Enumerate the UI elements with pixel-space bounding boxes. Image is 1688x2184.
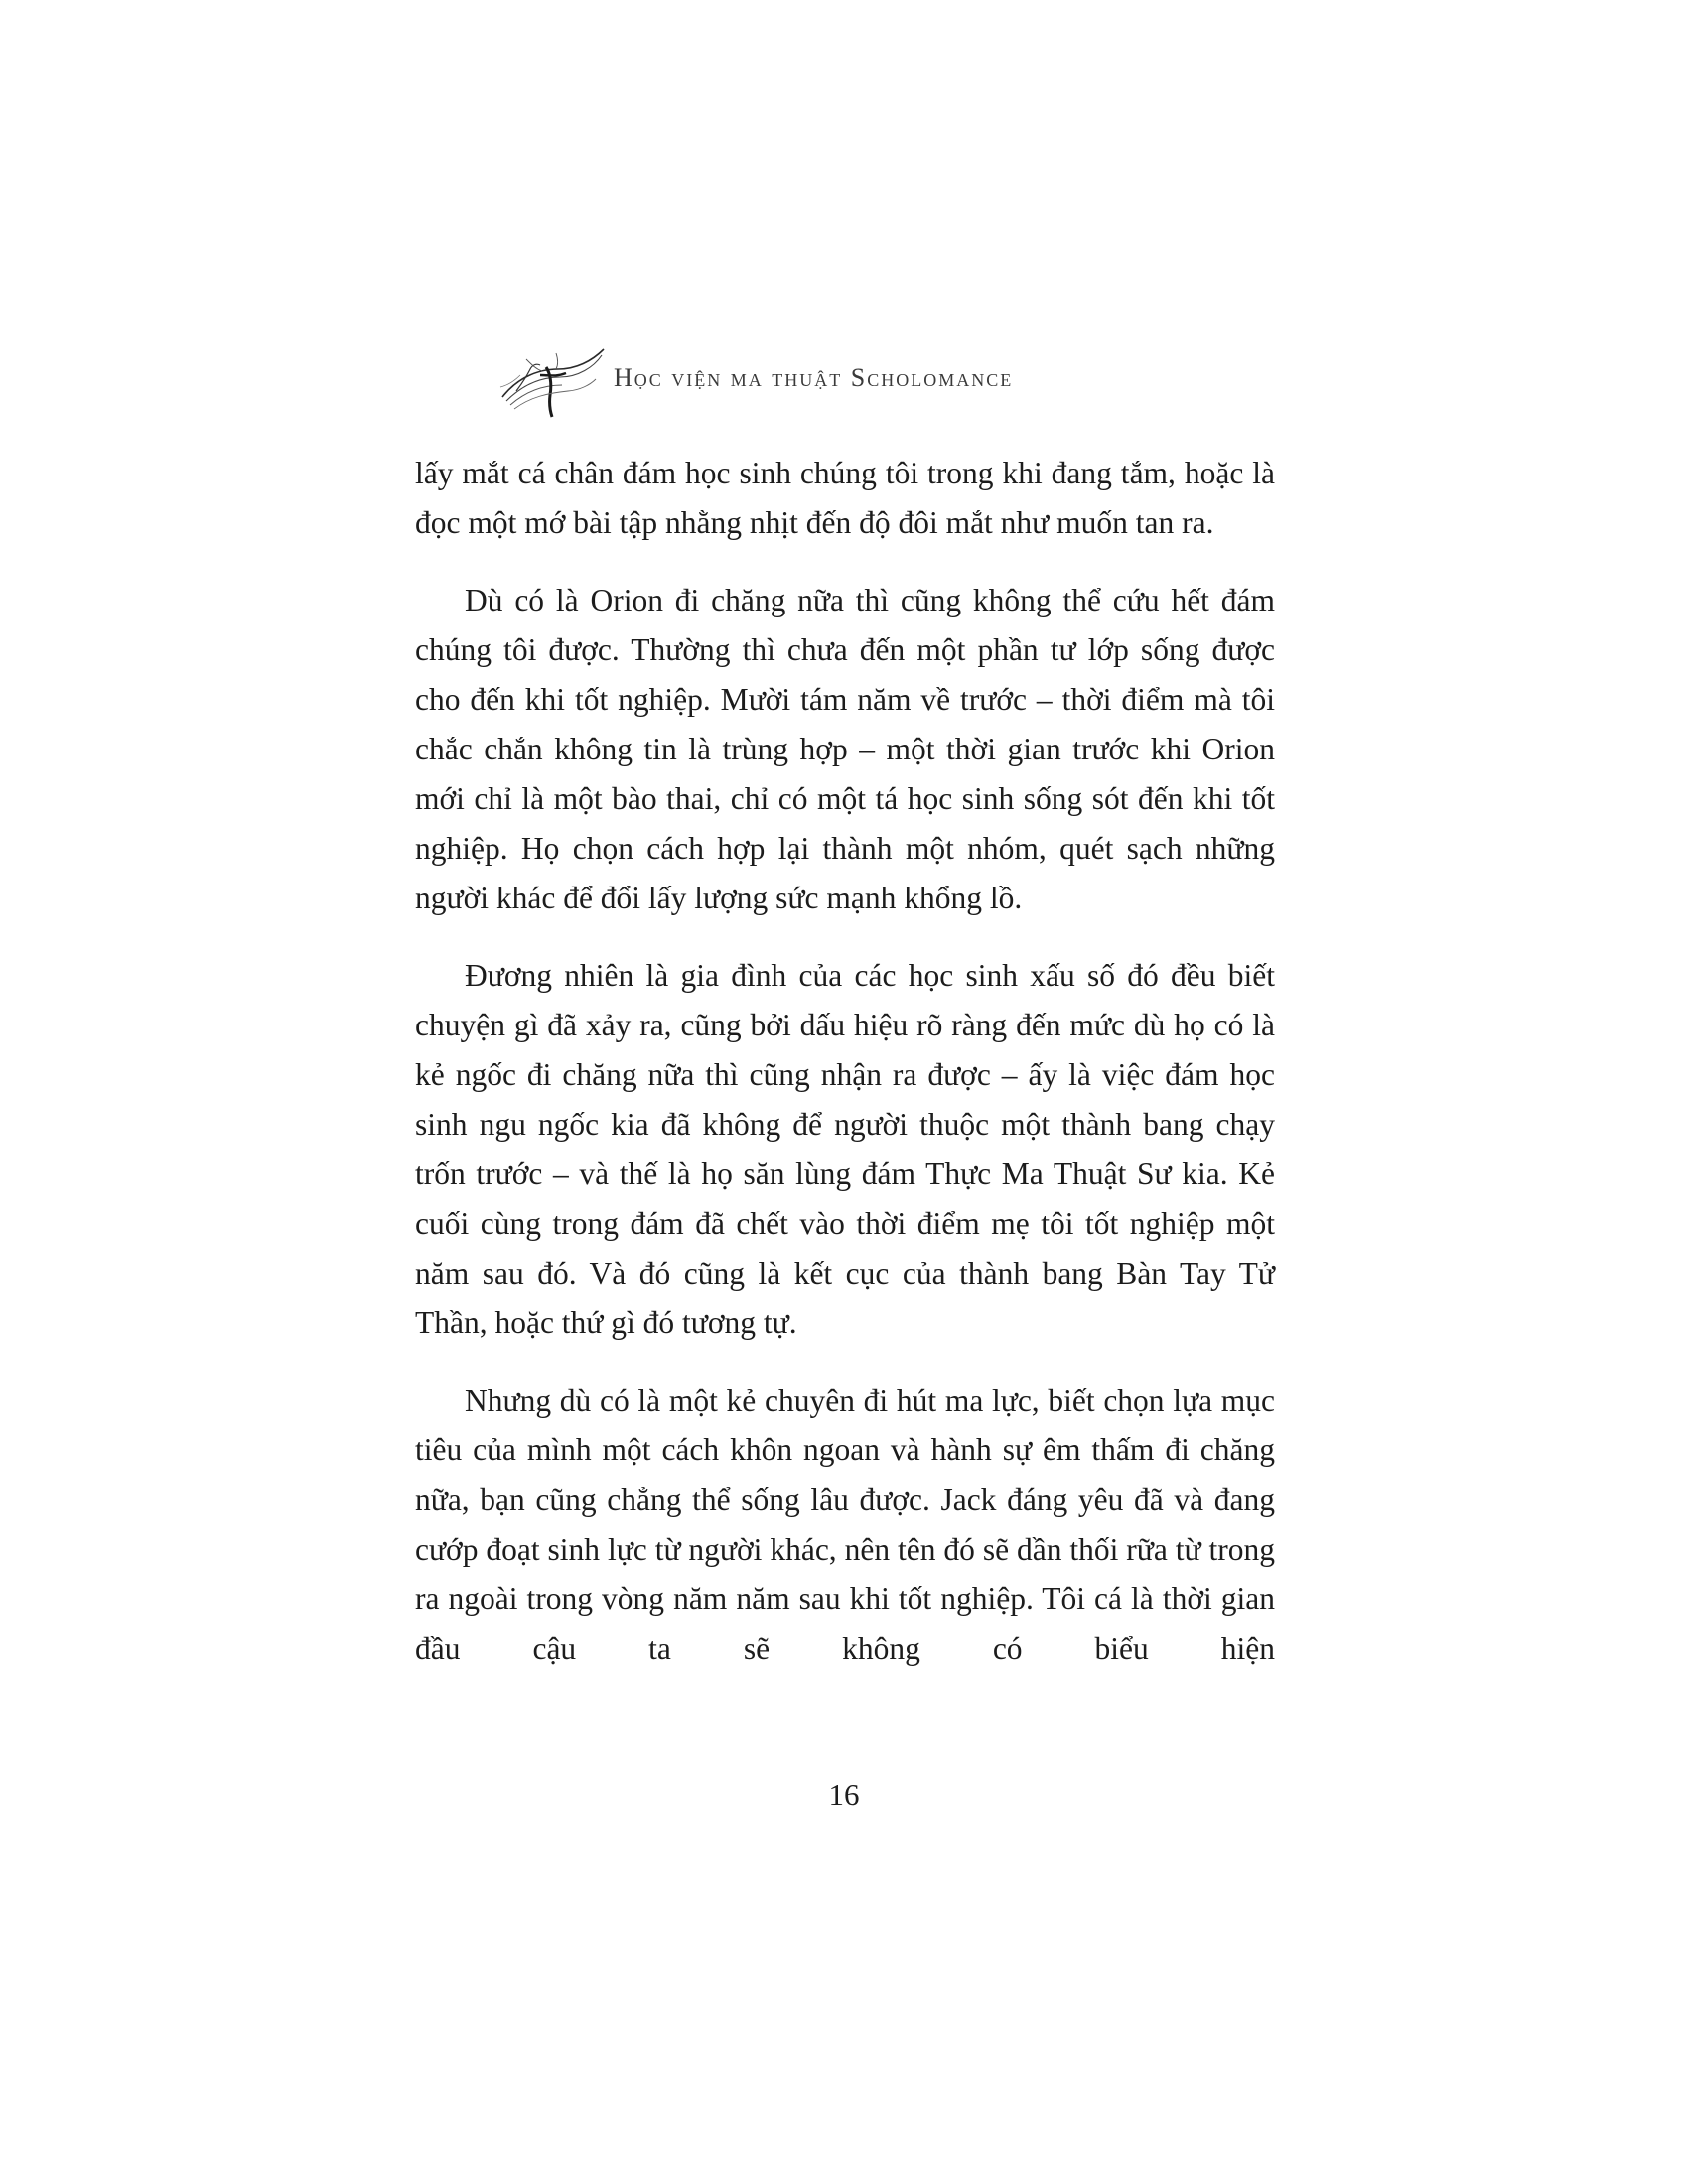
paragraph: lấy mắt cá chân đám học sinh chúng tôi trong khi đang tắm, hoặc là đọc một mớ bài tập nhằng nhịt đến độ đôi mắt như muốn tan ra.	[415, 456, 1275, 540]
body-text	[415, 449, 1275, 1702]
paragraph: Dù có là Orion đi chăng nữa thì cũng không thể cứu hết đám chúng tôi được. Thường thì chưa đến một phần tư lớp sống được cho đến khi tốt nghiệp. Mười tám năm về trước – thời điểm mà tôi chắc chắn không tin là trùng hợp – một thời gian trước khi Orion mới chỉ là một bào thai, chỉ có một tá học sinh sống sót đến khi tốt nghiệp. Họ chọn cách hợp lại thành một nhóm, quét sạch những người khác để đổi lấy lượng sức mạnh khổng lồ.	[415, 583, 1275, 915]
paragraph: Nhưng dù có là một kẻ chuyên đi hút ma lực, biết chọn lựa mục tiêu của mình một cách khôn ngoan và hành sự êm thấm đi chăng nữa, bạn cũng chẳng thể sống lâu được. Jack đáng yêu đã và đang cướp đoạt sinh lực từ người khác, nên tên đó sẽ dần thối rữa từ trong ra ngoài trong vòng năm năm sau khi tốt nghiệp. Tôi cá là thời gian đầu cậu ta sẽ không có biểu hiện	[415, 1383, 1275, 1666]
page-number: 16	[828, 1777, 860, 1812]
running-header	[496, 340, 1291, 419]
bird-sketch-icon	[496, 340, 608, 419]
paragraph: Đương nhiên là gia đình của các học sinh xấu số đó đều biết chuyện gì đã xảy ra, cũng bởi dấu hiệu rõ ràng đến mức dù họ có là kẻ ngốc đi chăng nữa thì cũng nhận ra được – ấy là việc đám học sinh ngu ngốc kia đã không để người thuộc một thành bang chạy trốn trước – và thế là họ săn lùng đám Thực Ma Thuật Sư kia. Kẻ cuối cùng trong đám đã chết vào thời điểm mẹ tôi tốt nghiệp một năm sau đó. Và đó cũng là kết cục của thành bang Bàn Tay Tử Thần, hoặc thứ gì đó tương tự.	[415, 958, 1275, 1340]
running-header-title: Học viện ma thuật Scholomance	[614, 363, 1014, 392]
